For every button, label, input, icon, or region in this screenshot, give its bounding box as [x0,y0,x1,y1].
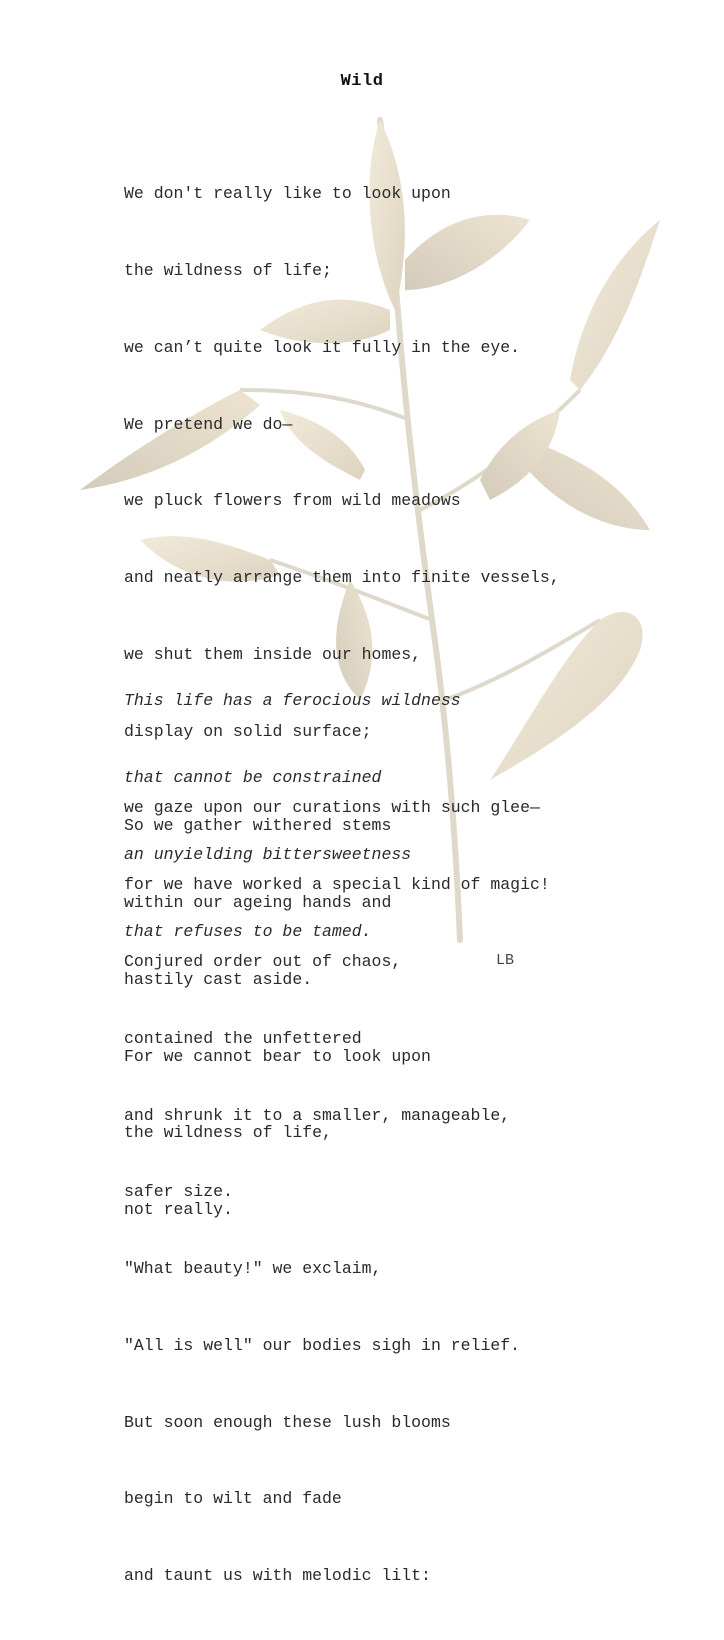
poem-line: and shrunk it to a smaller, manageable, [124,1105,511,1125]
poem-line: But soon enough these lush blooms [124,1412,451,1432]
poem-line: and taunt us with melodic lilt: [124,1566,431,1586]
poem-line: Conjured order out of chaos, [124,952,402,971]
stanza-3 [124,762,431,1274]
poem-line: So we gather withered stems [124,816,392,836]
poem-line: hastily cast aside. [124,969,313,989]
poem-line: We pretend we do— [124,414,293,434]
poem-line: we gaze upon our curations with such glee— [124,798,540,818]
poem-line: we shut them inside our homes, [124,644,422,664]
poem-line: This life has a ferocious wildness [124,691,461,711]
poem-line: we pluck flowers from wild meadows [124,491,461,511]
author-initials: LB [496,952,515,969]
poem-line: "What beauty!" we exclaim, [124,1259,382,1279]
poem-line: We don't really like to look upon [124,184,451,204]
poem-line: within our ageing hands and [124,892,392,912]
poem-line: the wildness of life, [124,1123,332,1143]
poem-line: not really. [124,1200,233,1220]
poem-line: safer size. [124,1182,233,1202]
poem-line: and neatly arrange them into finite vessels, [124,568,560,588]
poem-line: for we have worked a special kind of magic! [124,875,550,895]
poem-line: display on solid surface; [124,721,372,741]
poem-line: contained the unfettered [124,1028,362,1048]
poem-line: For we cannot bear to look upon [124,1046,431,1066]
poem-line: that cannot be constrained [124,767,382,787]
poem-line: we can’t quite look it fully in the eye. [124,337,521,357]
poem-line: begin to wilt and fade [124,1489,342,1509]
poem-line: the wildness of life; [124,260,332,280]
poem-line: an unyielding bittersweetness [124,844,412,864]
poem-title: Wild [340,72,384,91]
poem-line: that refuses to be tamed. [124,921,372,941]
poem-line: "All is well" our bodies sigh in relief. [124,1335,521,1355]
